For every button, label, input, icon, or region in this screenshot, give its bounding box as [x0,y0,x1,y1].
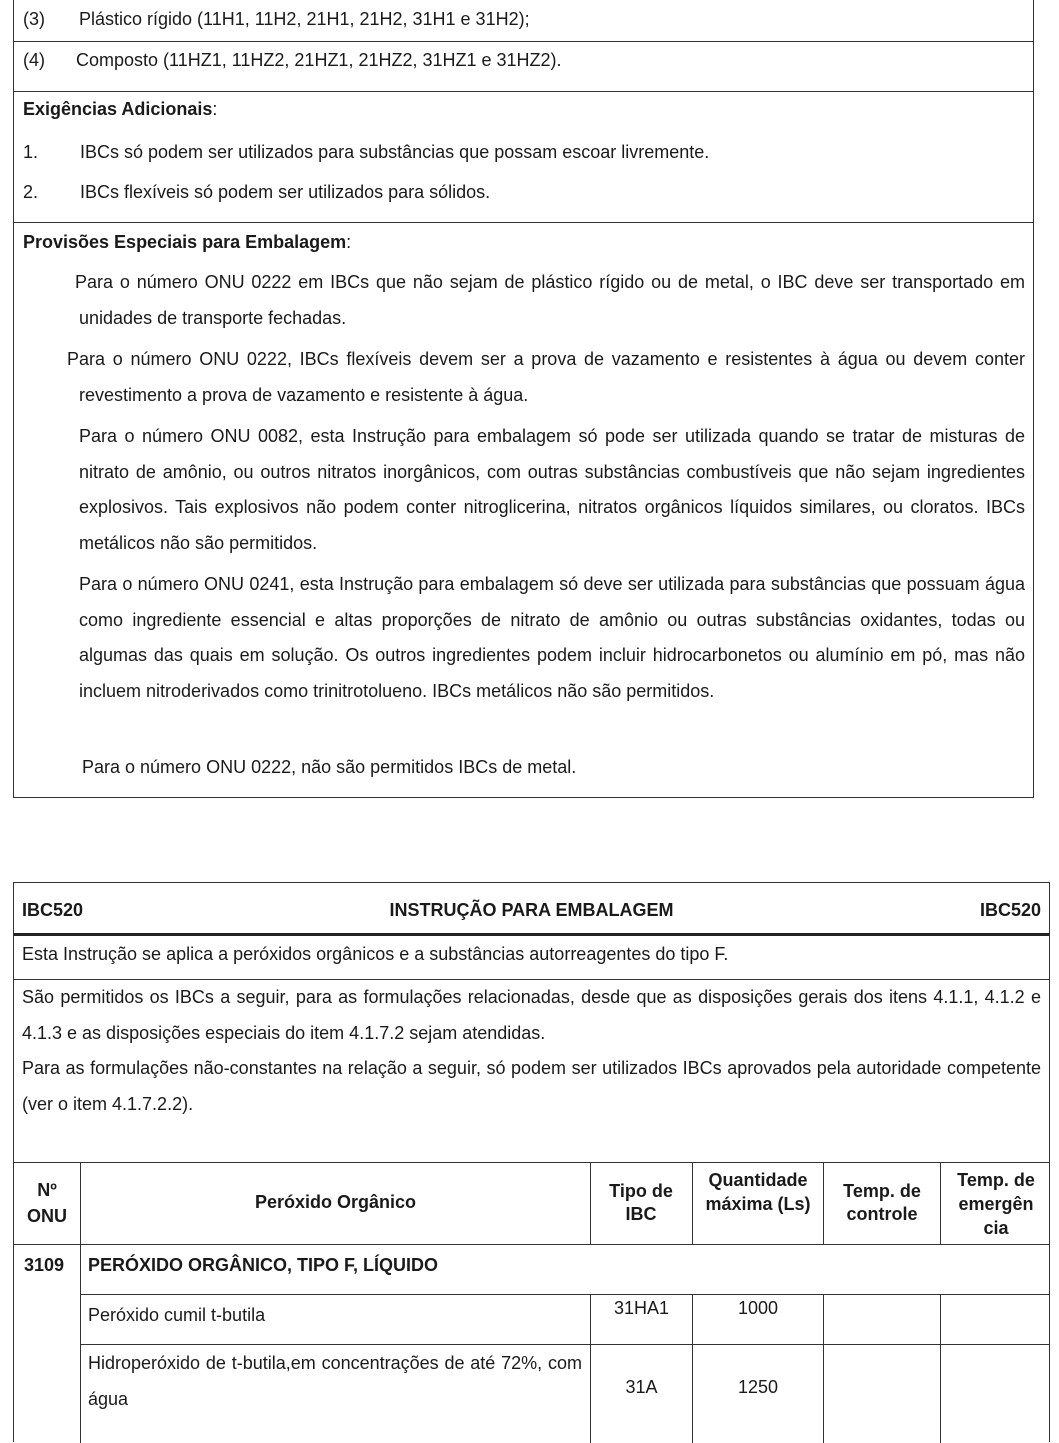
list-item-text: Plástico rígido (11H1, 11H2, 21H1, 21H2, 31H1 e 31H2); [79,9,530,29]
col-header-emergency-temp: Temp. de emergên cia [957,1170,1035,1238]
group-name: PERÓXIDO ORGÂNICO, TIPO F, LÍQUIDO [88,1255,439,1275]
list-item [23,9,530,30]
provision-b2: Para o número ONU 0222 em IBCs que não sejam de plástico rígido ou de metal, o IBC deve ser transportado em unidades de transporte fechadas. [75,272,1025,328]
instruction-code-left: IBC520 [22,900,84,920]
instruction-code-right: IBC520 [979,900,1041,920]
row-peroxide-name: Peróxido cumil t-butila [88,1305,266,1325]
col-header-onu: Nº ONU [27,1180,67,1226]
special-provisions-heading: Provisões Especiais para Embalagem: [23,232,352,252]
row-ibc-type: 31HA1 [613,1298,670,1318]
list-item-text: Composto (11HZ1, 11HZ2, 21HZ1, 21HZ2, 31HZ1 e 31HZ2). [76,50,562,70]
list-item [23,50,562,71]
provision-b10: Para o número ONU 0241, esta Instrução para embalagem só deve ser utilizada para substâncias que possuam água como ingrediente essencial e altas proporções de nitrato de amônio ou outras substâncias oxidantes, todas ou algumas das quais em solução. Os outros ingredientes podem incluir hidrocarbonetos ou alumínio em pó, mas não incluem nitroderivados como trinitrotolueno. IBCs metálicos não são permitidos. [79,574,1025,701]
permitted-statement: São permitidos os IBCs a seguir, para as formulações relacionadas, desde que as disposições gerais dos itens 4.1.1, 4.1.2 e 4.1.3 e as disposições especiais do item 4.1.7.2 sejam atendidas. [22,987,1041,1043]
col-header-ibc-type: Tipo de IBC [609,1181,673,1224]
col-header-max-qty: Quantidade máxima (Ls) [705,1170,811,1214]
provision-b3: Para o número ONU 0222, IBCs flexíveis devem ser a prova de vazamento e resistentes à água ou devem conter revestimento a prova de vazamento e resistente à água. [67,349,1025,405]
row-max-qty: 1250 [737,1377,779,1397]
instruction-title: INSTRUÇÃO PARA EMBALAGEM [389,900,674,920]
applies-statement: Esta Instrução se aplica a peróxidos orgânicos e a substâncias autorreagentes do tipo F. [22,944,729,964]
list-item: 2. IBCs flexíveis só podem ser utilizados para sólidos. [23,182,491,202]
col-header-control-temp: Temp. de controle [843,1181,921,1224]
additional-requirements-heading: Exigências Adicionais: [23,99,218,119]
list-item: 1. IBCs só podem ser utilizados para substâncias que possam escoar livremente. [23,142,710,162]
packing-instruction-continuation [13,0,1034,798]
list-item-number: (3) [23,9,45,29]
row-max-qty: 1000 [737,1298,779,1318]
col-header-peroxide: Peróxido Orgânico [254,1192,417,1212]
provision-b9: Para o número ONU 0082, esta Instrução para embalagem só pode ser utilizada quando se tratar de misturas de nitrato de amônio, ou outros nitratos inorgânicos, com outras substâncias combustíveis que não sejam ingredientes explosivos. Tais explosivos não podem conter nitroglicerina, nitratos orgânicos líquidos similares, ou cloratos. IBCs metálicos não são permitidos. [79,426,1025,553]
list-item-number: (4) [23,50,45,70]
ibc520-packing-instruction [13,882,1050,1442]
provision-b17: Para o número ONU 0222, não são permitidos IBCs de metal. [82,757,577,777]
row-ibc-type: 31A [625,1377,658,1397]
group-onu-number: 3109 [24,1255,65,1275]
approval-statement: Para as formulações não-constantes na relação a seguir, só podem ser utilizados IBCs aprovados pela autoridade competente (ver o item 4.1.7.2.2). [22,1058,1041,1114]
row-peroxide-name: Hidroperóxido de t-butila,em concentrações de até 72%, com água [88,1353,582,1409]
